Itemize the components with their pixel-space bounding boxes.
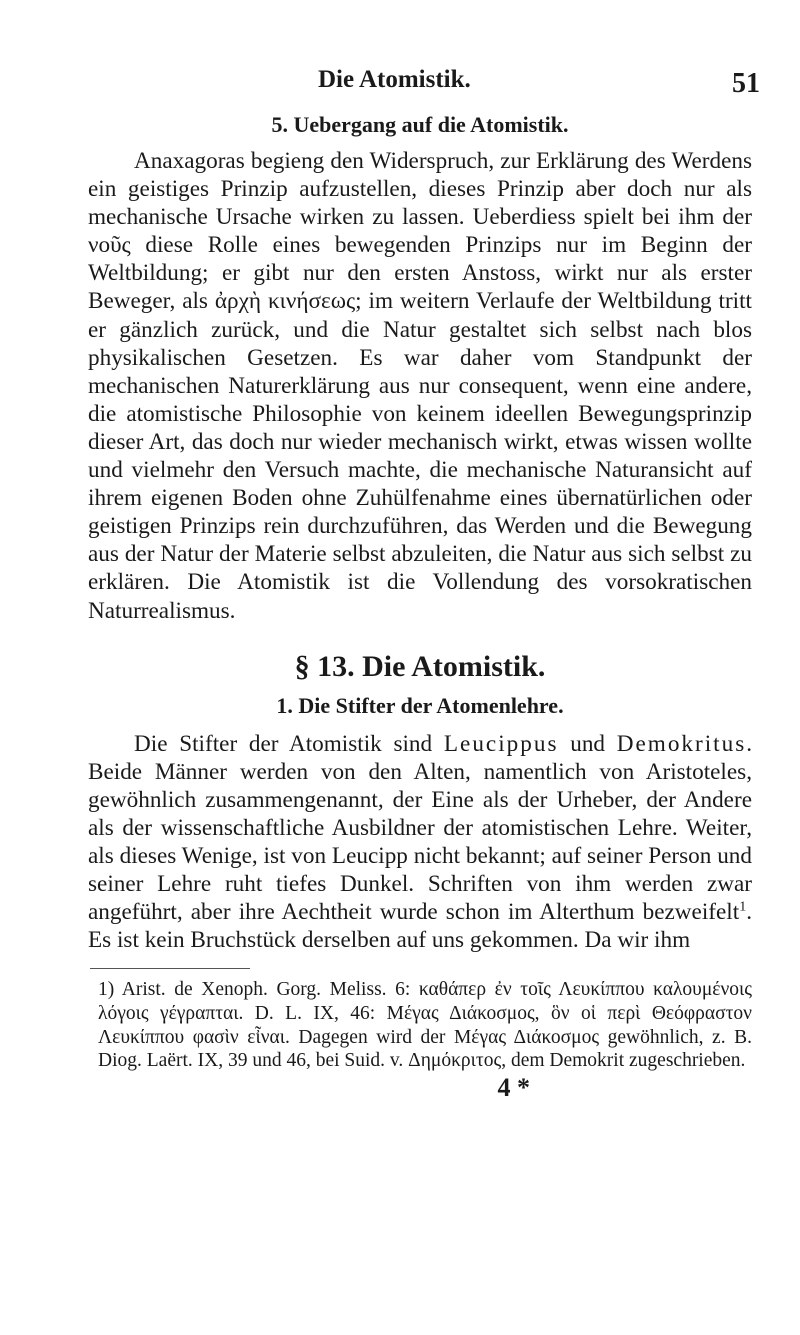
section-5-heading: 5. Uebergang auf die Atomistik. xyxy=(271,112,569,137)
footnote-number: 1) xyxy=(98,979,115,1001)
section-5-paragraph: Anaxagoras begieng den Widerspruch, zur Erklärung des Werdens ein geistiges Prinzip aufzustellen, dieses Prinzip aber doch nur als mechanische Ursache wirken zu lassen. Ueberdiess spielt bei ihm der νοῦς diese Rolle eines bewegenden Prinzips nur im Beginn der Weltbildung; er gibt nur den ersten Anstoss, wirkt nur als erster Beweger, als ἀρχὴ κινήσεως; im weitern Verlaufe der Weltbildung tritt er gänzlich zurück, und die Natur gestaltet sich selbst nach blos physikalischen Gesetzen. Es war daher vom Standpunkt der mechanischen Naturerklärung aus nur consequent, wenn eine andere, die atomistische Philosophie von keinem ideellen Bewegungsprinzip dieser Art, das doch nur wieder mechanisch wirkt, etwas wissen wollte und vielmehr den Versuch machte, die mechanische Naturansicht auf ihrem eigenen Boden ohne Zuhülfenahme eines übernatürlichen oder geistigen Prinzips rein durchzuführen, das Werden und die Bewegung aus der Natur der Materie selbst abzuleiten, die Natur aus sich selbst zu erklären. Die Atomistik ist die Vollendung des vorsokratischen Naturrealismus. xyxy=(88,148,752,624)
subsection-1-heading: 1. Die Stifter der Atomenlehre. xyxy=(276,692,564,718)
footnote-text: Arist. de Xenoph. Gorg. Meliss. 6: καθάπερ ἐν τοῖς Λευκίππου καλουμένοις λόγοις γέγραπται. D. L. IX, 46: Μέγας Διάκοσμος, ὃν οἱ περὶ Θεόφραστον Λευκίππου φασὶν εἶναι. Dagegen wird der Μέγας Διάκοσμος gewöhnlich, z. B. Diog. Laërt. IX, 39 und 46, bei Suid. v. Δημόκριτος, dem Demokrit zugeschrieben. xyxy=(98,979,752,1072)
running-head xyxy=(100,66,760,100)
paragraph-lead: Die Stifter der Atomistik sind xyxy=(134,730,433,757)
footnote-reference: 1 xyxy=(739,899,747,915)
page-body xyxy=(88,112,752,1103)
footnote xyxy=(88,978,752,1073)
conjunction: und xyxy=(570,730,605,757)
name-leucippus: Leucippus xyxy=(443,730,559,757)
section-13-paragraph xyxy=(88,730,752,955)
footnote-rule xyxy=(90,968,250,969)
running-title: Die Atomistik. xyxy=(318,66,471,93)
paragraph-text: . Beide Männer werden von den Alten, namentlich von Aristoteles, gewöhnlich zusammengenannt, der Eine als der Urheber, der Andere als der wissenschaftliche Ausbildner der atomistischen Lehre. Weiter, als dieses Wenige, ist von Leucipp nicht bekannt; auf seiner Person und seiner Lehre ruht tiefes Dunkel. Schriften von ihm werden zwar angeführt, aber ihre Aechtheit wurde schon im Alterthum bezweifelt xyxy=(88,730,753,926)
section-13-heading: § 13. Die Atomistik. xyxy=(294,649,546,683)
paragraph-end: . Es ist kein Bruchstück derselben auf uns gekommen. Da wir ihm xyxy=(88,899,752,954)
page-number: 51 xyxy=(732,68,760,99)
signature-mark: 4 * xyxy=(497,1073,530,1103)
name-demokritus: Demokritus xyxy=(616,730,747,757)
